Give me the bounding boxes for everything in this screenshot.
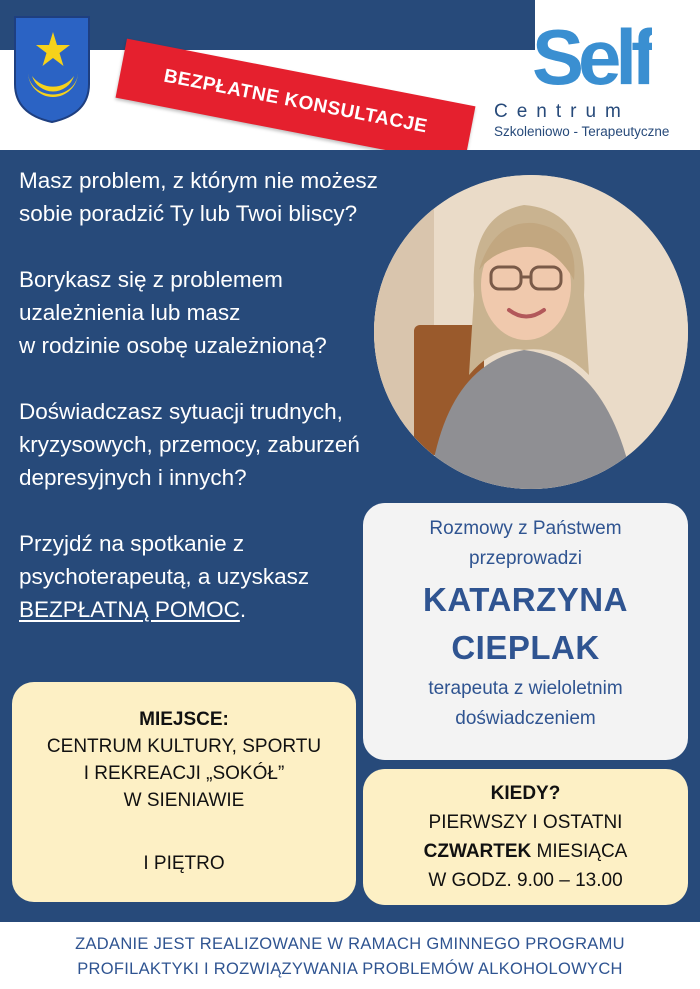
therapist-description: doświadczeniem bbox=[455, 708, 596, 729]
intro-line: Przyjdź na spotkanie z bbox=[19, 531, 245, 556]
coat-of-arms-icon bbox=[12, 14, 92, 124]
intro-line: uzależnienia lub masz bbox=[19, 300, 241, 325]
therapist-box bbox=[363, 503, 688, 760]
therapist-description: terapeuta z wieloletnim bbox=[428, 678, 623, 699]
intro-line: depresyjnych i innych? bbox=[19, 465, 247, 490]
self-centrum-logo bbox=[532, 14, 652, 94]
location-line: CENTRUM KULTURY, SPORTU bbox=[46, 736, 322, 757]
therapist-intro-line: przeprowadzi bbox=[469, 548, 582, 569]
schedule-line bbox=[363, 837, 688, 866]
badge-label: BEZPŁATNE KONSULTACJE bbox=[162, 65, 430, 138]
footer-line: ZADANIE JEST REALIZOWANE W RAMACH GMINNEGO PROGRAMU bbox=[75, 935, 625, 953]
intro-line: Doświadczasz sytuacji trudnych, bbox=[19, 399, 343, 424]
schedule-day: CZWARTEK bbox=[423, 841, 532, 862]
logo-word: Self bbox=[532, 14, 652, 94]
spacer bbox=[12, 814, 356, 850]
schedule-hours: W GODZ. 9.00 – 13.00 bbox=[428, 870, 623, 891]
schedule-month: MIESIĄCA bbox=[531, 841, 628, 862]
intro-period: . bbox=[239, 597, 247, 622]
location-line: I REKREACJI „SOKÓŁ” bbox=[83, 763, 285, 784]
location-line: W SIENIAWIE bbox=[123, 790, 245, 811]
intro-line: w rodzinie osobę uzależnioną? bbox=[19, 333, 327, 358]
schedule-box bbox=[363, 769, 688, 905]
location-heading: MIEJSCE: bbox=[139, 709, 229, 730]
intro-line: kryzysowych, przemocy, zaburzeń bbox=[19, 432, 360, 457]
intro-question-2 bbox=[19, 263, 419, 362]
location-box bbox=[12, 682, 356, 902]
schedule-line: PIERWSZY I OSTATNI bbox=[428, 812, 623, 833]
therapist-intro-line: Rozmowy z Państwem bbox=[429, 518, 622, 539]
therapist-first-name: KATARZYNA bbox=[423, 581, 628, 618]
intro-question-3 bbox=[19, 395, 419, 494]
portrait-image bbox=[374, 175, 688, 489]
logo-subtitle: Szkoleniowo - Terapeutyczne bbox=[494, 124, 670, 139]
therapist-photo bbox=[374, 175, 688, 489]
footer-line: PROFILAKTYKI I ROZWIĄZYWANIA PROBLEMÓW ALKOHOLOWYCH bbox=[77, 960, 623, 978]
free-help-emphasis: BEZPŁATNĄ POMOC bbox=[19, 597, 240, 622]
schedule-heading: KIEDY? bbox=[490, 783, 561, 804]
intro-question-1 bbox=[19, 164, 419, 230]
intro-line: sobie poradzić Ty lub Twoi bliscy? bbox=[19, 201, 358, 226]
logo-centrum-text: Centrum bbox=[494, 101, 630, 122]
intro-invitation bbox=[19, 527, 419, 626]
intro-line: psychoterapeutą, a uzyskasz bbox=[19, 564, 310, 589]
footer bbox=[0, 922, 700, 989]
intro-text bbox=[19, 164, 419, 626]
therapist-last-name: CIEPLAK bbox=[451, 629, 600, 666]
location-floor: I PIĘTRO bbox=[143, 853, 225, 874]
intro-line: Borykasz się z problemem bbox=[19, 267, 283, 292]
intro-line: Masz problem, z którym nie możesz bbox=[19, 168, 378, 193]
